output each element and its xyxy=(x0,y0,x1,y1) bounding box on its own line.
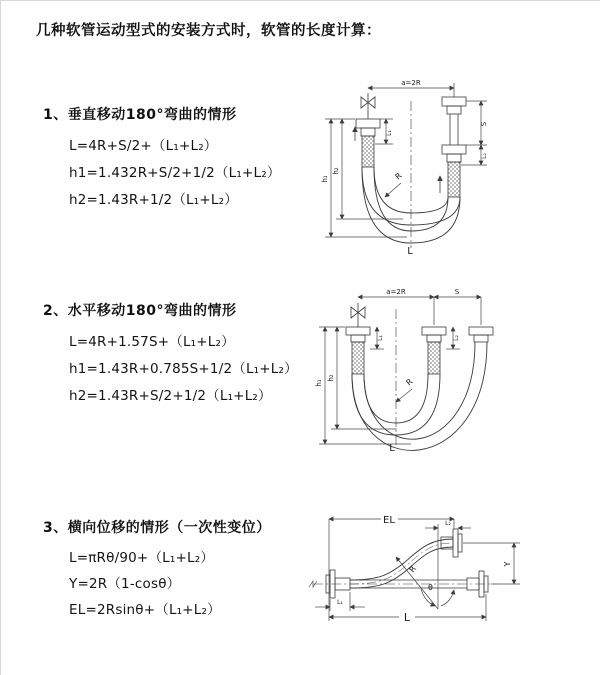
dim-label-r: R xyxy=(404,377,415,388)
section1-heading: 1、垂直移动180°弯曲的情形 xyxy=(43,107,237,123)
valve-icon xyxy=(361,93,375,119)
section2-formula-L: L=4R+1.57S+（L₁+L₂） xyxy=(69,334,235,350)
moved-pipe-fitting xyxy=(469,327,493,342)
section1-formula-L: L=4R+S/2+（L₁+L₂） xyxy=(69,138,218,154)
diagram-horizontal-180-bend xyxy=(311,283,600,468)
dim-label-h2: h₂ xyxy=(332,167,340,175)
upper-right-flange xyxy=(441,529,462,557)
dim-label-r: R xyxy=(407,564,419,575)
section2-heading: 2、水平移动180°弯曲的情形 xyxy=(43,303,237,319)
dim-label-r: R xyxy=(393,171,404,182)
diagram-vertical-180-bend xyxy=(311,71,600,266)
dim-label-h1: h₁ xyxy=(315,379,323,387)
dim-label-l1: L₁ xyxy=(377,335,384,341)
section2-formula-h1: h1=1.43R+0.785S+1/2（L₁+L₂） xyxy=(69,361,298,377)
dim-label-a2r: a=2R xyxy=(386,288,406,296)
section3-heading: 3、横向位移的情形（一次性变位） xyxy=(43,520,271,536)
dim-label-a2r: a=2R xyxy=(401,79,421,87)
dim-label-h1: h₁ xyxy=(321,175,329,183)
dim-label-l: L xyxy=(389,443,395,454)
dim-label-el: EL xyxy=(383,515,395,526)
angle-label-theta: θ xyxy=(428,583,433,592)
valve-icon xyxy=(351,303,365,327)
dim-label-s: S xyxy=(454,288,460,296)
dim-label-l2: L₂ xyxy=(453,335,460,341)
section1-formula-h1: h1=1.432R+S/2+1/2（L₁+L₂） xyxy=(69,165,281,181)
dim-label-l2: L₂ xyxy=(445,520,451,527)
diagram-lateral-displacement xyxy=(301,499,600,664)
angle-construction xyxy=(396,533,454,609)
section3-formula-EL: EL=2Rsinθ+（L₁+L₂） xyxy=(69,602,221,618)
page-title: 几种软管运动型式的安装方式时，软管的长度计算： xyxy=(36,23,381,39)
dimension-lines xyxy=(319,297,481,444)
left-pipe-fitting xyxy=(355,119,380,167)
left-pipe-fitting xyxy=(346,327,370,374)
dim-label-l1: L₁ xyxy=(386,130,393,136)
dim-label-l: L xyxy=(403,611,411,624)
section3-formula-Y: Y=2R（1-cosθ） xyxy=(69,576,181,592)
hose-curves xyxy=(352,342,487,450)
section2-formula-h2: h2=1.43R+S/2+1/2（L₁+L₂） xyxy=(69,388,272,404)
dim-label-l1: L₁ xyxy=(337,599,343,606)
dim-label-l: L xyxy=(407,246,413,257)
section3-formula-L: L=πRθ/90+（L₁+L₂） xyxy=(69,550,215,566)
section1-formula-h2: h2=1.43R+1/2（L₁+L₂） xyxy=(69,192,238,208)
dim-label-h2: h₂ xyxy=(327,374,335,382)
right-pipe-fitting xyxy=(440,97,466,197)
dim-label-y: Y xyxy=(503,561,512,567)
dim-label-l2: L₂ xyxy=(481,153,488,159)
middle-pipe-fitting xyxy=(422,327,446,374)
dim-label-s: S xyxy=(480,121,488,127)
